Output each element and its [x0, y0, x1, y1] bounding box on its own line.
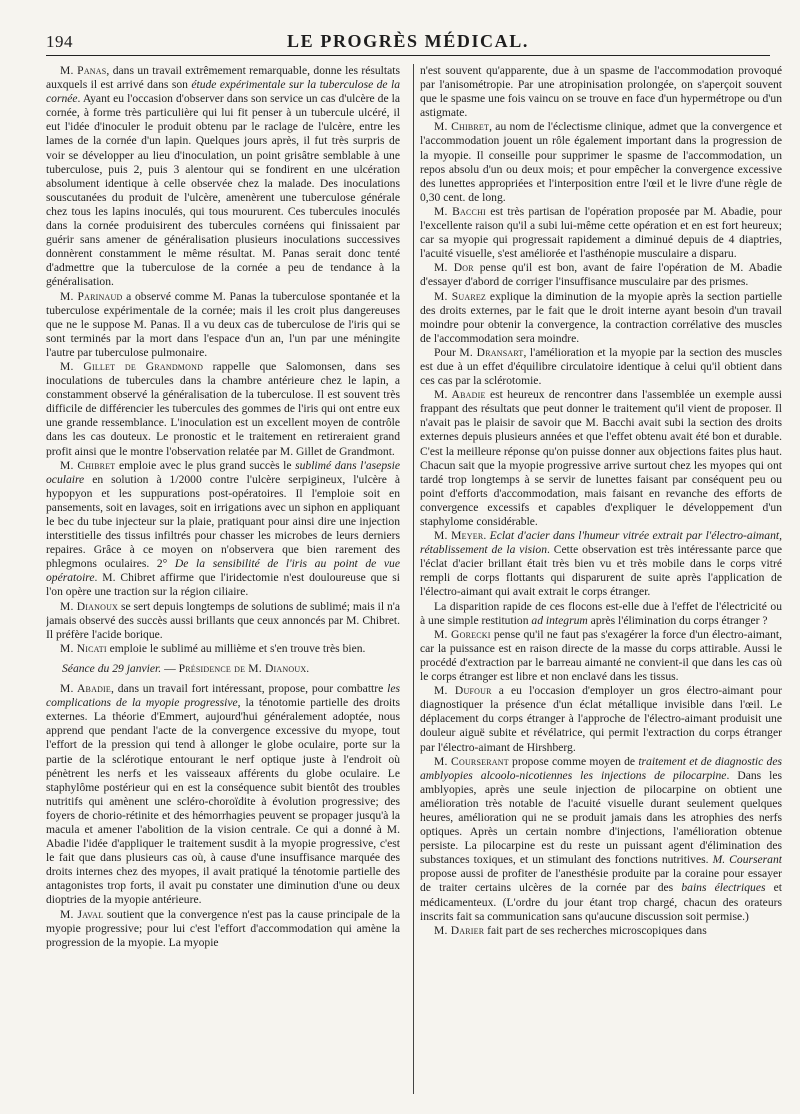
- paragraph-text: n'est souvent qu'apparente, due à un spasme de l'accommodation provoqué par l'anisométropie. Par une atropinisation prolongée, on s'aperçoit souvent que le spasme une fois vaincu on se trouve en face d'un hypermétrope ou d'un astigmate.: [420, 64, 782, 120]
- speaker-name: M. Dransart: [459, 345, 524, 359]
- text-columns: [46, 64, 786, 1104]
- paragraph-text: , dans un travail extrêmement remarquable, donne les résultats auxquels il est arrivé dans son: [46, 64, 400, 92]
- paragraph-text: propose aussi de profiter de l'anesthésie produite par la coraine pour essayer de traiter certains ulcères de la cornée par des: [420, 867, 782, 895]
- paragraph-text: pense qu'il ne faut pas s'exagérer la force d'un électro-aimant, car la puissance est en raison directe de la masse du corps attirable. Aussi le procédé d'extraction par le barreau aimanté ne convient-il que dans les cas où le corps étranger est libre et non enclavé dans les tissus.: [420, 627, 782, 684]
- paragraph-dianoux: [46, 600, 400, 642]
- paragraph-text: emploie avec le plus grand succès le: [115, 458, 296, 472]
- paragraph-text: .: [483, 529, 490, 543]
- paragraph-text: a eu l'occasion d'employer un gros électro-aimant pour diagnostiquer la présence d'un éclat métallique invisible dans l'œil. Le déplacement du corps étranger à l'approche de l'électro-aimant produisit une douleur aiguë subite et révélatrice, qui permit l'extraction du corps étranger par l'électro-aimant de Hirshberg.: [420, 684, 782, 754]
- paragraph-text: . Ayant eu l'occasion d'observer dans son service un cas d'ulcère de la cornée, à forme très particulière qui lui fit penser à un tubercule ulcéré, il eut l'idée d'inoculer le produit obtenu par le raclage de l'ulcère, entre les lames de la cornée d'un lapin. Quelques jours après, il fut très surpris de voir se développer au lieu d'inoculation, un point grisâtre semblable à une tuberculose, puis 2, puis 3 alentour qui se fondirent en une ulcération absolument identique à celle observée chez la malade. Des inoculations souscutanées du produit de l'ulcère, amenèrent une tuberculose générale chez tous les lapins inoculés, qui tous moururent. Ces tubercules inoculés dans la cornée produisirent des tubercules cornéens qui finissaient par guérir sans amener de généralisation plusieurs inoculations successives donnèrent constamment le même résultat. M. Panas serait donc tenté d'admettre que la tuberculose de la cornée a peu de tendance à la généralisation.: [46, 92, 400, 289]
- paragraph-text: se sert depuis longtemps de solutions de sublimé; mais il n'a jamais observé des succès aussi brillants que ceux annoncés par M. Chibret. Il préfère l'acide borique.: [46, 599, 400, 641]
- paragraph-abadie-2: [420, 388, 782, 529]
- paragraph-nicati: [46, 642, 400, 656]
- speaker-name: M. Dianoux: [60, 599, 119, 613]
- speaker-name: M. Courserant: [434, 754, 509, 768]
- speaker-name: M. Nicati: [60, 641, 107, 655]
- paragraph-gillet-de-grandmond: [46, 360, 400, 459]
- paragraph-dor: [420, 261, 782, 289]
- right-column: [420, 64, 782, 1104]
- speaker-name: M. Panas: [60, 64, 107, 77]
- left-column: [46, 64, 400, 1104]
- work-title: traitement et de diagnostic des amblyopies alcoolo-nicotiennes les injections de pilocarpine: [420, 754, 782, 782]
- speaker-name-italic: M. Courserant: [712, 853, 782, 867]
- paragraph-suarez: [420, 290, 782, 346]
- session-presidency: Présidence de M. Dianoux.: [178, 661, 310, 675]
- work-title: sublimé dans l'asepsie oculaire: [46, 458, 400, 486]
- paragraph-meyer: [420, 529, 782, 599]
- paragraph-text: soutient que la convergence n'est pas la cause principale de la myopie progressive; pour lui c'est l'effort d'accommodation qui amène la progression de la myopie. La myopie: [46, 907, 400, 949]
- paragraph-text: . Cette observation est très intéressante parce que l'éclat d'acier brillant était très bien vu et très mobile dans le corps vitré rempli de corps flottants qui disparurent de suite après l'application de l'électro-aimant qui avait extrait le corps étranger.: [420, 543, 782, 599]
- paragraph-courserant: [420, 755, 782, 924]
- paragraph-text: fait part de ses recherches microscopiques dans: [484, 923, 707, 937]
- work-title: étude expérimentale sur la tuberculose de la cornée: [46, 78, 400, 106]
- paragraph-text: après l'élimination du corps étranger ?: [587, 613, 768, 627]
- paragraph-text: pense qu'il est bon, avant de faire l'opération de M. Abadie d'essayer d'abord de corriger l'insuffisance musculaire par des prismes.: [420, 261, 782, 289]
- session-heading: [46, 662, 400, 676]
- paragraph-dransart: [420, 346, 782, 388]
- paragraph-dufour: [420, 684, 782, 754]
- paragraph-text: a observé comme M. Panas la tuberculose spontanée et la tuberculose expérimentale de la cornée; mais il les croit plus dangereuses que ne le suppose M. Panas. Il a vu deux cas de tuberculose de l'iris qui se sont terminés par la mort dans l'espace d'un an, l'un par une méningite l'autre par tuberculose pulmonaire.: [46, 289, 400, 359]
- paragraph-text: . Dans les amblyopies, après une seule injection de pilocarpine on obtient une amélioration très notable de l'acuité visuelle durant seulement quelques heures, amélioration qui ne se produit jamais dans les atrophies des nerfs optiques. Après un certain nombre d'injections, l'amélioration obtenue persiste. La pilocarpine est du reste un puissant agent d'élimination des substances toxiques, et un stimulant des fonctions nutritives.: [420, 768, 782, 867]
- paragraph-continuation: [420, 64, 782, 120]
- speaker-name: M. Meyer: [434, 529, 484, 543]
- paragraph-abadie: [46, 682, 400, 908]
- speaker-name: M. Dor: [434, 261, 474, 275]
- session-date: Séance du 29 janvier.: [62, 661, 162, 675]
- speaker-name: M. Darier: [434, 923, 485, 937]
- paragraph-text: Pour: [434, 345, 460, 359]
- work-title: Eclat d'acier dans l'humeur vitrée extrait par l'électro-aimant, rétablissement de la vision: [420, 529, 782, 557]
- paragraph-text: . M. Chibret affirme que l'iridectomie n'est douloureuse que si l'on opère une traction sur la région ciliaire.: [46, 571, 400, 599]
- speaker-name: M. Bacchi: [434, 204, 486, 218]
- work-title: De la sensibilité de l'iris au point de vue opératoire: [46, 557, 400, 585]
- paragraph-text: , dans un travail fort intéressant, propose, pour combattre: [111, 682, 388, 696]
- paragraph-text: en solution à 1/2000 contre l'ulcère serpigineux, l'ulcère à hypopyon et les suppurations post-opératoires. Il l'emploie soit en pansements, soit en lavages, soit en irrigations avec un siphon en appliquant le bec du tube injecteur sur la plaie, pratiquant pour ainsi dire une injection interstitielle des tissus infiltrés pour chasser les microbes de leurs derniers repaires. Grâce à ce moyen on n'observera que bien rarement des phlegmons oculaires. 2°: [46, 472, 400, 571]
- speaker-name: M. Gillet de Grandmond: [60, 359, 204, 373]
- paragraph-question: [420, 600, 782, 628]
- speaker-name: M. Abadie: [60, 682, 111, 696]
- work-title: les complications de la myopie progressive: [46, 682, 400, 710]
- page-number: 194: [46, 32, 73, 51]
- page-header: [46, 28, 770, 56]
- paragraph-darier: [420, 924, 782, 938]
- paragraph-text: rappelle que Salomonsen, dans ses inoculations de tubercules dans la chambre antérieure chez le lapin, a constamment observé la généralisation de la tuberculose. Il est souvent très difficile de différencier les tubercules des gommes de l'iris qui ont entre eux une grande ressemblance. L'inoculation est un excellent moyen de contrôle dans les cas douteux. Le pronostic et le traitement en retireraient grand profit ainsi que le montre l'observation relatée par M. Gillet de Grandmont.: [46, 359, 400, 458]
- session-separator: —: [161, 661, 179, 675]
- speaker-name: M. Dufour: [434, 684, 492, 698]
- paragraph-chibret: [46, 459, 400, 600]
- running-head-title: LE PROGRÈS MÉDICAL.: [287, 31, 529, 51]
- speaker-name: M. Abadie: [434, 388, 486, 402]
- paragraph-text: , au nom de l'éclectisme clinique, admet que la convergence et l'accommodation jouent un rôle également important dans la progression de la myopie. Il conseille pour supprimer le spasme de l'accommodation, un repos absolu d'un ou deux mois; et pour empêcher la convergence excessive des lunettes appropriées et l'interposition entre l'œil et le livre d'une règle de 0,30 cent. de long.: [420, 120, 782, 204]
- paragraph-text: , l'amélioration et la myopie par la section des muscles est due à un effet d'équilibre circulatoire identique à celui qu'il obtient dans ces cas par la sclérotomie.: [420, 345, 782, 388]
- speaker-name: M. Javal: [60, 907, 104, 921]
- speaker-name: M. Gorecki: [434, 627, 491, 641]
- latin-phrase: ad integrum: [531, 613, 588, 627]
- paragraph-text: La disparition rapide de ces flocons est-elle due à l'effet de l'électricité ou à une simple restitution: [420, 599, 782, 627]
- paragraph-text: et médicamenteux. (L'ordre du jour étant trop chargé, chacun des orateurs inscrits fait sa communication sans qu'aucune discussion soit permise.): [420, 881, 782, 923]
- paragraph-panas: [46, 64, 400, 290]
- paragraph-text: , la ténotomie partielle des droits externes. La théorie d'Emmert, aujourd'hui généralement adoptée, nous apprend que pendant l'acte de la convergence excessive du myope, tout l'effort de la pression qui tend à allonger le globe oculaire, porte sur la partie de la sclérotique entourant le nerf optique juste à l'endroit où pénètrent les nerfs et les vaisseaux afférents du globe oculaire. Le staphylôme postérieur qui en est la conséquence subit bientôt des troubles nutritifs qui amènent une scléro-choroïdite à évolution progressive; des foyers de chorio-rétinite et des hémorrhagies peuvent se propager jusqu'à la macula et amener l'abolition de la vision centrale. Ce qui a donné à M. Abadie l'idée d'appliquer le traitement susdit à la myopie progressive, c'est le fait que dans plusieurs cas où, à cause d'une insuffisance marquée des droits internes chez des myopes, il avait pratiqué la ténotomie partielle des antagonistes trop forts, il avait pu constater une diminution d'une ou deux dioptries de la myopie antérieure.: [46, 696, 400, 907]
- paragraph-javal: [46, 908, 400, 950]
- paragraph-chibret-2: [420, 120, 782, 205]
- paragraph-text: est heureux de rencontrer dans l'assemblée un exemple aussi frappant des résultats que peut donner le traitement qu'il vient de proposer. Il n'avait pas le plaisir de savoir que M. Bacchi avait subi la section des droits externes depuis plusieurs années et que l'effet obtenu avait été bon et durable. C'est la meilleure réponse qu'on puisse donner aux objections faites plus haut. Chacun sait que la myopie progressive arrive surtout chez les myopes qui ont tardé trop longtemps à se servir de lunettes faisant par conséquent peu ou point d'efforts d'accommodation, mais faisant en revanche des efforts de convergence excessifs et capables d'expliquer le développement d'un staphylome considérable.: [420, 388, 782, 528]
- paragraph-text: explique la diminution de la myopie après la section partielle des droits externes, par le fait que le droit interne ayant besoin d'un travail moindre pour obtenir la convergence, la contraction corrélative des muscles de l'accommodation sera moindre.: [420, 289, 782, 345]
- paragraph-text: emploie le sublimé au millième et s'en trouve très bien.: [106, 641, 366, 655]
- speaker-name: M. Chibret: [434, 120, 490, 134]
- paragraph-text: est très partisan de l'opération proposée par M. Abadie, pour l'excellente raison qu'il a subi lui-même cette opération et en est fort heureux; car sa myopie qui progressait rapidement a diminué depuis de 4 diaptries, l'acuité visuelle, s'est améliorée et l'asthénopie musculaire a disparu.: [420, 204, 782, 261]
- paragraph-text: propose comme moyen de: [508, 754, 639, 768]
- paragraph-parinaud: [46, 290, 400, 360]
- work-title: bains électriques: [681, 881, 766, 895]
- paragraph-bacchi: [420, 205, 782, 261]
- speaker-name: M. Parinaud: [60, 289, 123, 303]
- speaker-name: M. Chibret: [60, 458, 116, 472]
- speaker-name: M. Suarez: [434, 289, 487, 303]
- paragraph-gorecki: [420, 628, 782, 684]
